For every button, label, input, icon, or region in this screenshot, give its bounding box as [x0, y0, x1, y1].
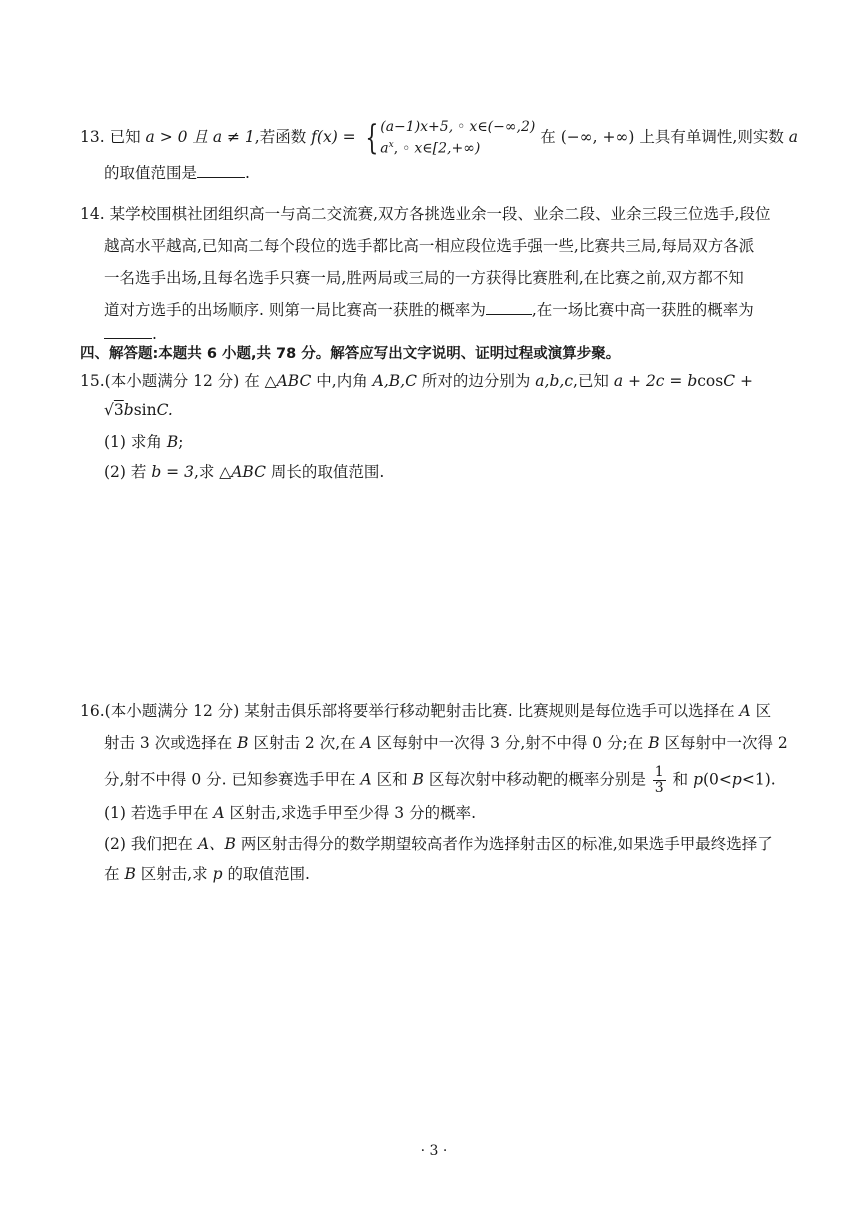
- q16-number: 16.: [80, 702, 105, 720]
- q16-part2-line1: [104, 834, 773, 854]
- q16-text: 区每射中一次得 2: [659, 734, 788, 752]
- q13-case2-expr: a: [380, 140, 389, 157]
- answer-blank: [486, 300, 532, 315]
- q16-text: 射击 3 次或选择在: [104, 734, 238, 752]
- q16-math: (0<: [703, 770, 732, 789]
- q16-line3: [104, 765, 776, 796]
- q13-text: 已知: [109, 127, 141, 146]
- q16-text: 分,射不中得 0 分. 已知参赛选手甲在: [104, 770, 361, 789]
- q14-text: ,在一场比赛中高一获胜的概率为: [531, 301, 754, 319]
- q16-text: 区射击,求: [135, 865, 213, 883]
- q13-piecewise: [361, 118, 536, 158]
- q16-line1: [80, 701, 771, 721]
- q15-math: ABC: [276, 372, 312, 390]
- q14-text: 道对方选手的出场顺序. 则第一局比赛高一获胜的概率为: [104, 301, 486, 319]
- q13-case2-exponent: x: [388, 140, 394, 150]
- q16-text: (本小题满分 12 分) 某射击俱乐部将要举行移动靶射击比赛. 比赛规则是每位选手可以选择在: [104, 702, 740, 720]
- q16-text: (1) 若选手甲在: [104, 804, 214, 822]
- q16-text: 区和: [371, 770, 413, 789]
- q16-math: p: [212, 865, 223, 883]
- page-number: · 3 ·: [420, 1143, 448, 1159]
- answer-blank: [197, 163, 245, 178]
- q15-text: (2) 若: [104, 463, 152, 481]
- q14-number: 14.: [80, 205, 105, 223]
- q15-text: ,求 △: [193, 463, 232, 481]
- answer-blank: [104, 324, 152, 339]
- q15-math: cos: [697, 372, 724, 390]
- q16-text: 在: [104, 865, 125, 883]
- q16-text: 区射击 2 次,在: [248, 734, 361, 752]
- q15-math: ABC: [231, 463, 266, 481]
- q16-fraction: [653, 765, 666, 796]
- q15-math: C +: [723, 372, 753, 390]
- q15-math: b = 3: [151, 463, 194, 481]
- q15-part1: [104, 432, 183, 452]
- q16-math: A: [360, 734, 372, 752]
- sqrt-icon: √: [104, 401, 114, 419]
- q16-math: <1).: [741, 770, 776, 789]
- q16-math: B: [648, 734, 660, 752]
- q16-math: A: [213, 804, 225, 822]
- q13-text: 在 (−∞, +∞) 上具有单调性,则实数: [540, 127, 784, 146]
- q15-text: 中,内角: [311, 372, 373, 390]
- q16-text: 区每次射中移动靶的概率分别是: [423, 770, 646, 789]
- q13-text: 的取值范围是: [104, 164, 198, 182]
- q15-text: 周长的取值范围.: [265, 463, 385, 481]
- q16-text: 的取值范围.: [222, 865, 310, 883]
- q16-text: 区射击,求选手甲至少得 3 分的概率.: [224, 804, 477, 822]
- q16-math: B: [237, 734, 249, 752]
- q16-math: B: [412, 770, 424, 789]
- q13-case2-domain: x∈[2,+∞): [414, 140, 481, 157]
- q13-condition: a > 0 且 a ≠ 1: [145, 127, 255, 146]
- q15-math: a + 2c = b: [613, 372, 698, 390]
- q16-line2: [104, 733, 788, 753]
- q15-math: B: [166, 433, 179, 451]
- q15-line2: [104, 400, 173, 420]
- q14-end: .: [152, 325, 157, 343]
- q14-line1: [80, 204, 770, 224]
- brace-icon: {: [364, 117, 378, 158]
- q15-math: A,B,C: [372, 372, 417, 390]
- q15-math: 3: [113, 401, 124, 419]
- section-title: 四、解答题:本题共 6 小题,共 78 分。解答应写出文字说明、证明过程或演算步聚。: [80, 346, 621, 362]
- q16-math: p: [693, 770, 703, 789]
- q16-text: 和: [672, 770, 694, 789]
- q13-case1-domain: x∈(−∞,2): [469, 119, 536, 135]
- q16-math: p: [731, 770, 742, 789]
- q16-text: 区每射中一次得 3 分,射不中得 0 分;在: [371, 734, 649, 752]
- q16-math: A: [360, 770, 372, 789]
- q13-line1: [80, 118, 798, 158]
- q13-number: 13.: [80, 127, 105, 146]
- q15-text: ,已知: [573, 372, 614, 390]
- q14-line4: [104, 300, 754, 320]
- q16-math: A: [739, 702, 751, 720]
- q15-math: a,b,c: [535, 372, 573, 390]
- q15-text: (1) 求角: [104, 433, 167, 451]
- q13-var: a: [788, 127, 799, 146]
- q15-text: ;: [178, 433, 184, 451]
- q16-math: A、B: [197, 835, 236, 853]
- q14-line3: [104, 268, 744, 288]
- q16-part2-line2: [104, 864, 310, 884]
- section-heading: [80, 344, 620, 364]
- q16-part1: [104, 803, 476, 823]
- q14-text: 某学校围棋社团组织高一与高二交流赛,双方各挑选业余一段、业余二段、业余三段三位选手,段位: [109, 205, 771, 223]
- q16-text: (2) 我们把在: [104, 835, 198, 853]
- fraction-denominator: 3: [654, 780, 664, 796]
- q15-text: (本小题满分 12 分) 在 △: [104, 372, 277, 390]
- q15-part2: [104, 462, 384, 482]
- q13-text: ,若函数: [254, 127, 307, 146]
- q15-line1: [80, 371, 753, 391]
- fraction-numerator: 1: [654, 764, 664, 780]
- q16-text: 区: [750, 702, 772, 720]
- q15-math: C.: [156, 401, 173, 419]
- q15-math: b: [123, 401, 134, 419]
- q13-cases: (a−1)x+5, ◦ x∈(−∞,2) $a^x$, ◦ x∈[2,+∞): [380, 119, 536, 157]
- q13-line2: [104, 163, 250, 183]
- q14-line5: [104, 324, 157, 344]
- q13-function-name: f(x) =: [311, 127, 356, 146]
- q16-text: 两区射击得分的数学期望较高者作为选择射击区的标准,如果选手甲最终选择了: [235, 835, 773, 853]
- q16-math: B: [124, 865, 136, 883]
- q15-math: sin: [133, 401, 157, 419]
- q13-end: .: [245, 164, 250, 182]
- q14-text: 一名选手出场,且每名选手只赛一局,胜两局或三局的一方获得比赛胜利,在比赛之前,双方都不知: [104, 269, 744, 287]
- q13-case2-sep: ,: [393, 140, 399, 157]
- q15-number: 15.: [80, 372, 105, 390]
- q14-line2: [104, 236, 754, 256]
- q14-text: 越高水平越高,已知高二每个段位的选手都比高一相应段位选手强一些,比赛共三局,每局双方各派: [104, 237, 755, 255]
- q15-text: 所对的边分别为: [416, 372, 536, 390]
- q13-case1-expr: (a−1)x+5,: [380, 119, 454, 135]
